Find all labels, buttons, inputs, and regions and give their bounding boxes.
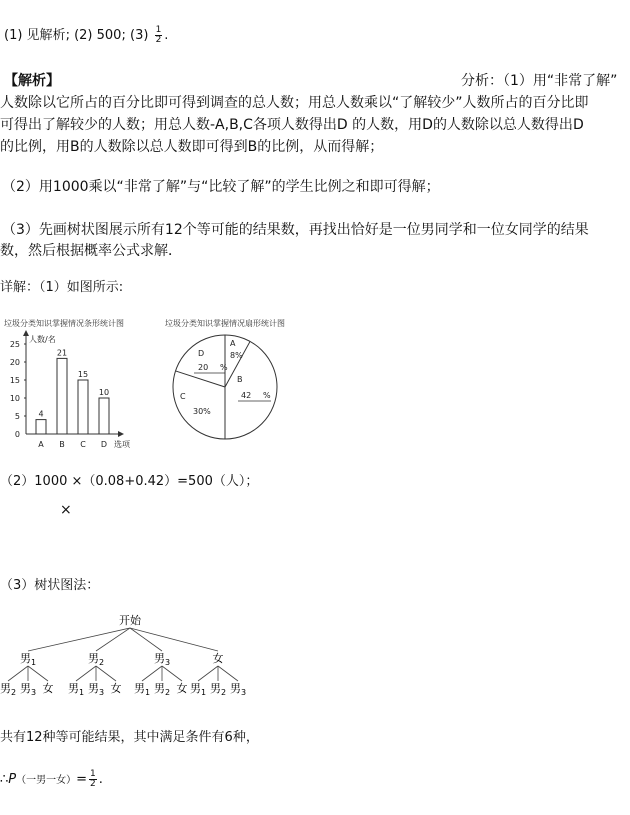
probability-event: （一男一女） xyxy=(16,775,77,786)
analysis-item-3 xyxy=(2,219,589,239)
analysis-line-3 xyxy=(0,114,584,134)
text-segment: 1000 xyxy=(52,179,89,195)
x-tick-label: A xyxy=(38,440,44,449)
tree-node-subscript: 1 xyxy=(78,688,85,697)
tree-node-main: 男 xyxy=(87,652,99,665)
answer-fraction xyxy=(155,26,163,45)
tree-node-level1 xyxy=(154,652,170,667)
y-tick-label: 15 xyxy=(9,376,20,385)
answer-part2: (2) 500 xyxy=(74,28,122,43)
tree-node-level2 xyxy=(154,682,170,697)
x-tick-label: B xyxy=(59,440,65,449)
y-tick-label: 25 xyxy=(9,340,20,349)
y-axis-label: 人数/名 xyxy=(29,335,56,344)
answer-part3: (3) xyxy=(130,28,149,43)
tree-node-main: 女 xyxy=(212,652,224,665)
text-segment: D xyxy=(572,117,584,133)
answer-part1: (1) 见解析 xyxy=(4,28,66,43)
separator: ; xyxy=(121,28,126,43)
tree-branch xyxy=(162,666,182,681)
pie-slice-percent: 42 xyxy=(241,391,252,400)
tree-node-level2 xyxy=(68,682,84,697)
bar-C xyxy=(78,380,88,434)
bar-value-label: 21 xyxy=(56,348,68,358)
pie-chart xyxy=(165,330,290,445)
pie-slice-percent: 30% xyxy=(193,407,211,416)
x-tick-label: D xyxy=(100,440,108,449)
part2-line: （2）1000 ×（0.08+0.42）=500（人）； xyxy=(0,474,259,489)
y-tick-label: 20 xyxy=(9,358,20,367)
tree-node-main: 男 xyxy=(209,682,221,695)
tree-branch xyxy=(28,666,48,681)
tree-node-subscript: 2 xyxy=(98,658,105,667)
tree-node-level2 xyxy=(190,682,206,697)
bar-value-label: 10 xyxy=(98,388,110,397)
tree-node-subscript: 3 xyxy=(98,688,105,697)
text-segment: 的比例，用 xyxy=(0,139,70,155)
tree-node-subscript: 1 xyxy=(30,658,37,667)
text-segment: ；用总人数 xyxy=(140,117,210,133)
tree-diagram xyxy=(0,612,280,702)
tree-branch xyxy=(142,666,162,681)
analysis-line-4 xyxy=(0,136,383,156)
tree-node-main: 男 xyxy=(19,682,31,695)
tree-node-subscript: 1 xyxy=(200,688,207,697)
x-tick-label: C xyxy=(80,440,86,449)
tree-node-main: 男 xyxy=(0,682,11,695)
tree-node-level2 xyxy=(0,682,16,697)
text-segment: 用 xyxy=(38,179,53,195)
period: . xyxy=(164,28,169,43)
tree-node-main: 男 xyxy=(133,682,145,695)
fenxi-line xyxy=(461,70,617,90)
text-segment: 的比例，从而得解； xyxy=(257,139,384,155)
tree-branch xyxy=(96,666,116,681)
y-tick-label: 5 xyxy=(14,412,20,421)
tree-node-main: 男 xyxy=(67,682,79,695)
pie-slice-percent: 8% xyxy=(230,351,243,360)
part3-conclusion: 共有12种等可能结果，其中满足条件有6种， xyxy=(0,730,259,745)
tree-branch xyxy=(28,628,130,651)
tree-node-level2 xyxy=(230,682,246,697)
text-segment: 可得出了解较少的人数 xyxy=(0,117,140,133)
answer-line xyxy=(4,24,168,45)
bar-value-label: 15 xyxy=(77,370,89,379)
xiangjie-label: 详解：（1）如图所示: xyxy=(0,280,124,295)
pie-slice-label-C: C xyxy=(180,392,186,401)
text-segment: -A,B,C xyxy=(210,117,253,133)
fraction-denominator: 2 xyxy=(155,35,162,45)
tree-node-subscript: 3 xyxy=(164,658,171,667)
item1-start: 用“非常了解” xyxy=(532,73,618,89)
probability-P: P xyxy=(8,772,17,787)
tree-node-main: 男 xyxy=(229,682,241,695)
tree-node-level1 xyxy=(213,651,224,665)
tree-root: 开始 xyxy=(119,614,141,627)
tree-node-subscript: 3 xyxy=(30,688,37,697)
probability-fraction xyxy=(89,770,97,789)
tree-branch xyxy=(76,666,96,681)
text-segment: D xyxy=(422,117,433,133)
y-tick-label: 0 xyxy=(14,430,20,439)
tree-node-main: 女 xyxy=(110,682,122,695)
tree-node-main: 女 xyxy=(176,682,188,695)
item-number: （1） xyxy=(503,73,533,89)
probability-line xyxy=(0,770,103,789)
pie-slice-percent: 20 xyxy=(198,363,209,372)
tree-node-level2 xyxy=(88,682,104,697)
multiplication-sign: × xyxy=(60,502,72,518)
text-segment: 12 xyxy=(164,222,183,238)
text-segment: 个等可能的结果数，再找出恰好是一位男同学和一位女同学的结果 xyxy=(182,222,589,238)
tree-node-subscript: 2 xyxy=(220,688,227,697)
pie-slice-percent-sign: % xyxy=(263,391,271,400)
jiexi-heading: 【解析】 xyxy=(4,73,60,89)
tree-node-level2 xyxy=(210,682,226,697)
bar-D xyxy=(99,398,109,434)
fraction-numerator: 1 xyxy=(90,769,96,779)
analysis-item-2 xyxy=(2,176,440,196)
bar-chart-title: 垃圾分类知识掌握情况条形统计图 xyxy=(4,319,124,328)
tree-node-subscript: 2 xyxy=(10,688,17,697)
tree-node-main: 女 xyxy=(42,682,54,695)
text-segment: 乘以“非常了解”与“比较了解”的学生比例之和即可得解； xyxy=(88,179,440,195)
text-segment: 各项人数得出 xyxy=(252,117,337,133)
tree-node-main: 男 xyxy=(87,682,99,695)
analysis-item-3-line2: 数，然后根据概率公式求解． xyxy=(0,243,182,259)
part3-line: （3）树状图法： xyxy=(0,578,100,593)
tree-node-level2 xyxy=(43,681,54,695)
tree-node-subscript: 3 xyxy=(240,688,247,697)
tree-node-level1 xyxy=(20,652,36,667)
item-number: （3） xyxy=(2,222,39,238)
text-segment: 的人数，用 xyxy=(347,117,423,133)
tree-branch xyxy=(130,628,218,651)
text-segment: 的人数除以总人数得出 xyxy=(432,117,573,133)
tree-branch xyxy=(198,666,218,681)
tree-node-level1 xyxy=(88,652,104,667)
tree-node-level2 xyxy=(111,681,122,695)
fraction-denominator: 2 xyxy=(90,779,96,789)
tree-node-main: 男 xyxy=(19,652,31,665)
period: . xyxy=(98,772,103,787)
x-axis-arrow xyxy=(118,431,124,437)
fenxi-label: 分析： xyxy=(461,73,503,89)
bar-chart xyxy=(0,328,160,450)
separator: ; xyxy=(65,28,70,43)
text-segment: 先画树状图展示所有 xyxy=(38,222,165,238)
therefore-symbol: ∴ xyxy=(0,772,9,787)
pie-slice-label-B: B xyxy=(237,375,243,384)
tree-node-main: 男 xyxy=(153,652,165,665)
tree-node-level2 xyxy=(20,682,36,697)
text-segment: 的人数除以总人数即可得到 xyxy=(79,139,248,155)
bar-A xyxy=(36,420,46,434)
pie-slice-percent-sign: % xyxy=(220,363,228,372)
text-segment: D xyxy=(336,117,348,133)
tree-branch xyxy=(8,666,28,681)
bar-B xyxy=(57,358,67,434)
text-segment: B xyxy=(70,139,80,155)
bar-value-label: 4 xyxy=(38,409,44,419)
y-tick-label: 10 xyxy=(9,394,20,403)
pie-slice-label-D: D xyxy=(198,349,205,358)
text-segment: B xyxy=(247,139,258,155)
analysis-line-2: 人数除以它所占的百分比即可得到调查的总人数；用总人数乘以“了解较少”人数所占的百分比即 xyxy=(0,95,589,111)
tree-node-level2 xyxy=(177,681,188,695)
tree-node-main: 男 xyxy=(153,682,165,695)
equals-sign: = xyxy=(76,772,88,787)
pie-slice-label-A: A xyxy=(230,339,236,348)
x-axis-label: 选项 xyxy=(114,440,130,449)
tree-node-subscript: 1 xyxy=(144,688,151,697)
item-number: （2） xyxy=(2,179,39,195)
tree-branch xyxy=(130,628,162,651)
tree-node-subscript: 2 xyxy=(164,688,171,697)
tree-branch xyxy=(218,666,238,681)
pie-chart-title: 垃圾分类知识掌握情况扇形统计图 xyxy=(165,319,285,328)
tree-node-level2 xyxy=(134,682,150,697)
fraction-numerator: 1 xyxy=(155,25,162,35)
tree-node-main: 男 xyxy=(189,682,201,695)
